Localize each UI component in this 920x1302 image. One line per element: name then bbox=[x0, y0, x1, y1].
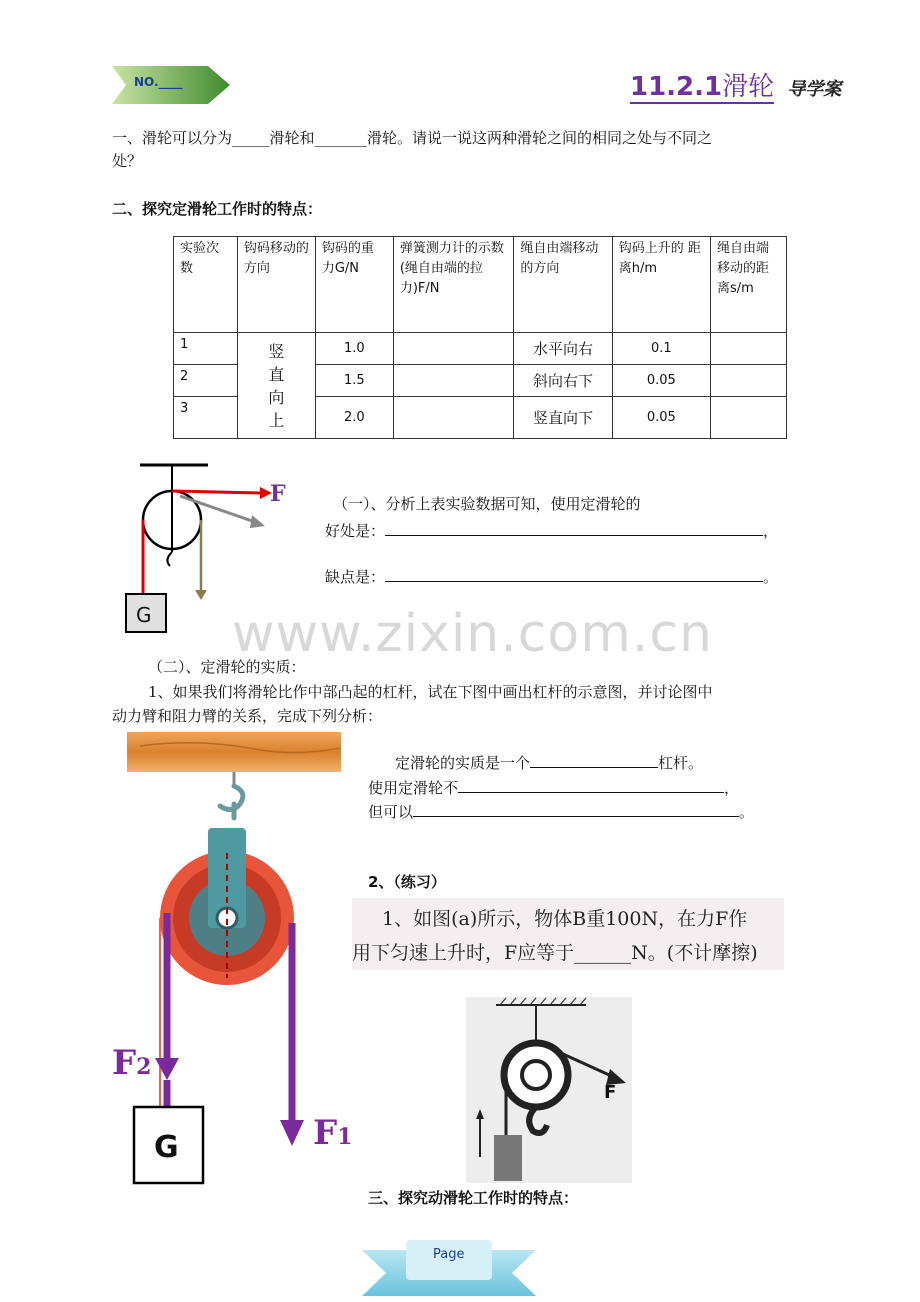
distance-value bbox=[710, 397, 786, 439]
row-number: 2 bbox=[174, 365, 238, 397]
s3-text-b: 。 bbox=[739, 803, 755, 821]
weight-value: 2.0 bbox=[315, 397, 393, 439]
essence-q1-line1: 1、如果我们将滑轮比作中部凸起的杠杆，试在下图中画出杠杆的示意图，并讨论图中 bbox=[148, 683, 713, 701]
drawback-label: 缺点是： bbox=[325, 568, 386, 586]
practice-fig-force-label: F bbox=[604, 1082, 617, 1103]
s1-text-a: 定滑轮的实质是一个 bbox=[395, 754, 531, 772]
section3-heading: 三、探究动滑轮工作时的特点： bbox=[368, 1189, 579, 1207]
row-number: 3 bbox=[174, 397, 238, 439]
title-number: 11.2.1 bbox=[630, 72, 723, 102]
footer-page-label: Page bbox=[433, 1247, 465, 1262]
rope-direction: 斜向右下 bbox=[514, 365, 612, 397]
s3-blank[interactable] bbox=[413, 798, 739, 817]
fig-f1-label bbox=[313, 1113, 352, 1153]
benefit-blank[interactable] bbox=[385, 517, 763, 536]
table-header-row bbox=[174, 237, 787, 333]
direction-char: 直 bbox=[268, 364, 285, 384]
practice-question-scan bbox=[352, 898, 784, 970]
practice-q-line1: 1、如图(a)所示，物体B重100N，在力F作 bbox=[382, 908, 748, 930]
header-cell: 绳自由端移动的距离s/m bbox=[710, 237, 786, 333]
title-subtitle: 导学案 bbox=[787, 79, 842, 100]
fig-weight-label: G bbox=[136, 603, 152, 627]
fig-g-label: G bbox=[154, 1130, 179, 1165]
direction-cell bbox=[237, 333, 315, 439]
rope-direction: 水平向右 bbox=[514, 333, 612, 365]
header-no-badge bbox=[112, 66, 230, 104]
rope-direction: 竖直向下 bbox=[514, 397, 612, 439]
essence-s2 bbox=[368, 774, 739, 800]
f2-letter: F bbox=[112, 1043, 137, 1083]
direction-char: 向 bbox=[268, 387, 285, 407]
table-row bbox=[174, 333, 787, 365]
header-cell: 绳自由端移动的方向 bbox=[514, 237, 612, 333]
direction-char: 竖 bbox=[268, 341, 285, 361]
essence-heading: （二）、定滑轮的实质： bbox=[148, 658, 306, 676]
s1-blank[interactable] bbox=[530, 749, 658, 768]
benefit-end: ， bbox=[763, 522, 779, 540]
practice-q-line2: 用下匀速上升时，F应等于______N。(不计摩擦) bbox=[352, 942, 758, 964]
height-value: 0.05 bbox=[612, 365, 710, 397]
benefit-label: 好处是： bbox=[325, 522, 386, 540]
height-value: 0.1 bbox=[612, 333, 710, 365]
distance-value bbox=[710, 333, 786, 365]
analysis-drawback bbox=[325, 563, 778, 589]
weight-value: 1.0 bbox=[315, 333, 393, 365]
section1-line1: 一、滑轮可以分为_____滑轮和_______滑轮。请说一说这两种滑轮之间的相同之处与不同之 bbox=[112, 129, 713, 147]
s2-blank[interactable] bbox=[458, 774, 724, 793]
section1-line2: 处？ bbox=[112, 152, 143, 170]
header-cell: 钩码上升的 距 离h/m bbox=[612, 237, 710, 333]
s1-text-b: 杠杆。 bbox=[658, 754, 704, 772]
watermark: www.zixin.com.cn bbox=[232, 604, 713, 664]
s3-text-a: 但可以 bbox=[368, 803, 414, 821]
header-cell: 实验次数 bbox=[174, 237, 238, 333]
drawback-end: 。 bbox=[763, 568, 779, 586]
row-number: 1 bbox=[174, 333, 238, 365]
practice-heading: 2、（练习） bbox=[368, 873, 446, 891]
direction-char: 上 bbox=[268, 410, 285, 430]
force-value bbox=[393, 333, 514, 365]
essence-s1 bbox=[395, 749, 703, 775]
header-cell: 钩码的重 力G/N bbox=[315, 237, 393, 333]
no-label: NO.____ bbox=[134, 75, 183, 89]
height-value: 0.05 bbox=[612, 397, 710, 439]
force-value bbox=[393, 397, 514, 439]
fig-f2-label bbox=[112, 1043, 151, 1083]
s2-text-a: 使用定滑轮不 bbox=[368, 779, 459, 797]
f1-letter: F bbox=[313, 1113, 338, 1153]
force-value bbox=[393, 365, 514, 397]
essence-q1-line2: 动力臂和阻力臂的关系，完成下列分析： bbox=[112, 707, 383, 725]
f1-subscript: 1 bbox=[337, 1124, 353, 1150]
drawback-blank[interactable] bbox=[385, 563, 763, 582]
essence-s3 bbox=[368, 798, 754, 824]
page-title bbox=[630, 66, 841, 103]
f2-subscript: 2 bbox=[136, 1054, 152, 1080]
analysis-benefit bbox=[325, 517, 778, 543]
section2-heading: 二、探究定滑轮工作时的特点： bbox=[112, 200, 323, 218]
header-cell: 钩码移动的方向 bbox=[237, 237, 315, 333]
experiment-table bbox=[173, 236, 787, 439]
weight-value: 1.5 bbox=[315, 365, 393, 397]
s2-text-b: ， bbox=[724, 779, 740, 797]
header-cell: 弹簧测力计的示数(绳自由端的拉力)F/N bbox=[393, 237, 514, 333]
title-word: 滑轮 bbox=[722, 72, 775, 102]
analysis-intro: （一）、分析上表实验数据可知，使用定滑轮的 bbox=[333, 495, 641, 513]
fig-force-label: F bbox=[270, 481, 286, 507]
distance-value bbox=[710, 365, 786, 397]
